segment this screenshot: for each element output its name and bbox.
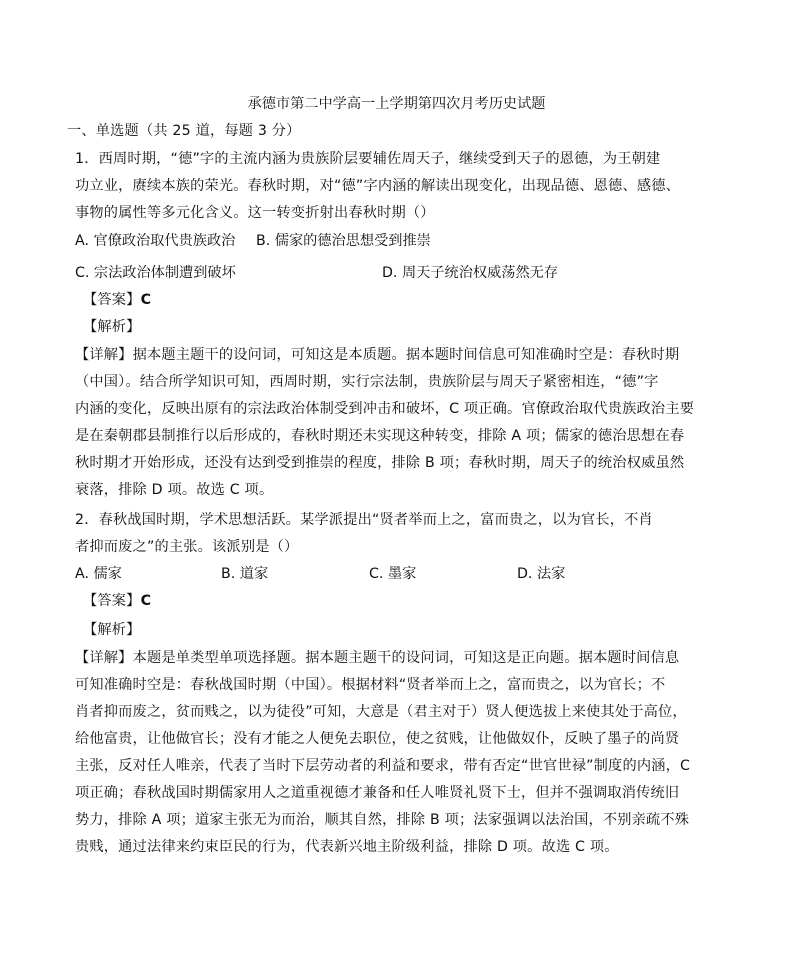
q1-stem-line-1: 1．西周时期，“德”字的主流内涵为贵族阶层要辅佐周天子，继续受到天子的恩德，为王朝建 — [75, 151, 661, 167]
q2-analysis-label: 【解析】 — [83, 622, 141, 638]
q1-stem-line-3: 事物的属性等多元化含义。这一转变折射出春秋时期（） — [75, 205, 435, 221]
detail-text: 本题是单类型单项选择题。据本题主题干的设问词，可知这是正向题。据本题时间信息 — [132, 650, 680, 666]
q1-detail-line-1 — [75, 345, 735, 365]
answer-label: 【答案】 — [83, 292, 141, 308]
detail-label: 【详解】 — [75, 650, 133, 666]
q2-detail-line-3: 肖者抑而废之，贫而贱之，以为徒役”可知，大意是（君主对于）贤人便选拔上来使其处于高位， — [75, 704, 687, 720]
detail-text: 据本题主题干的设问词，可知这是本质题。据本题时间信息可知准确时空是：春秋时期 — [132, 347, 680, 363]
q1-stem-line-2: 功立业，赓续本族的荣光。春秋时期，对“德”字内涵的解读出现变化，出现品德、恩德、感德、 — [75, 178, 680, 194]
page-title: 承德市第二中学高一上学期第四次月考历史试题 — [247, 96, 546, 112]
q2-option-c: C. 墨家 — [369, 566, 417, 582]
q1-option-d: D. 周天子统治权威荡然无存 — [382, 265, 559, 281]
q1-option-b: B. 儒家的德治思想受到推崇 — [256, 233, 431, 249]
q2-detail-line-1 — [75, 648, 735, 668]
answer-value: C — [140, 593, 152, 609]
q2-detail-line-4: 给他富贵，让他做官长；没有才能之人便免去职位，使之贫贱，让他做奴仆，反映了墨子的尚贤 — [75, 731, 680, 747]
q1-detail-line-5: 秋时期才开始形成，还没有达到受到推崇的程度，排除 B 项；春秋时期，周天子的统治权威虽然 — [75, 455, 685, 471]
q1-detail-line-2: （中国）。结合所学知识可知，西周时期，实行宗法制，贵族阶层与周天子紧密相连，“德”字 — [75, 374, 659, 390]
q1-option-a: A. 官僚政治取代贵族政治 — [75, 233, 236, 249]
q1-detail-line-3: 内涵的变化，反映出原有的宗法政治体制受到冲击和破坏，C 项正确。官僚政治取代贵族政治主要 — [75, 401, 695, 417]
q2-option-a: A. 儒家 — [75, 566, 122, 582]
q1-option-c: C. 宗法政治体制遭到破坏 — [75, 265, 236, 281]
q1-answer — [83, 290, 743, 310]
q2-stem-line-2: 者抑而废之”的主张。该派别是（） — [75, 539, 299, 555]
answer-value: C — [140, 292, 152, 308]
q2-detail-line-2: 可知准确时空是：春秋战国时期（中国）。根据材料“贤者举而上之，富而贵之，以为官长；不 — [75, 677, 666, 693]
q2-detail-line-7: 势力，排除 A 项；道家主张无为而治，顺其自然，排除 B 项；法家强调以法治国，不别亲疏不殊 — [75, 812, 690, 828]
q2-detail-line-8: 贵贱，通过法律来约束臣民的行为，代表新兴地主阶级利益，排除 D 项。故选 C 项。 — [75, 839, 619, 855]
q2-option-d: D. 法家 — [517, 566, 566, 582]
q1-detail-line-4: 是在秦朝郡县制推行以后形成的，春秋时期还未实现这种转变，排除 A 项；儒家的德治思想在春 — [75, 428, 685, 444]
q1-detail-line-6: 衰落，排除 D 项。故选 C 项。 — [75, 482, 274, 498]
answer-label: 【答案】 — [83, 593, 141, 609]
q2-answer — [83, 591, 743, 611]
q2-detail-line-5: 主张，反对任人唯亲，代表了当时下层劳动者的利益和要求，带有否定“世官世禄”制度的内涵，C — [75, 758, 691, 774]
q2-option-b: B. 道家 — [221, 566, 269, 582]
q2-stem-line-1: 2．春秋战国时期，学术思想活跃。某学派提出“贤者举而上之，富而贵之，以为官长，不肖 — [75, 512, 653, 528]
q1-analysis-label: 【解析】 — [83, 319, 141, 335]
detail-label: 【详解】 — [75, 347, 133, 363]
section-heading: 一、单选题（共 25 道，每题 3 分） — [67, 123, 301, 139]
q2-detail-line-6: 项正确；春秋战国时期儒家用人之道重视德才兼备和任人唯贤礼贤下士，但并不强调取消传统旧 — [75, 785, 680, 801]
